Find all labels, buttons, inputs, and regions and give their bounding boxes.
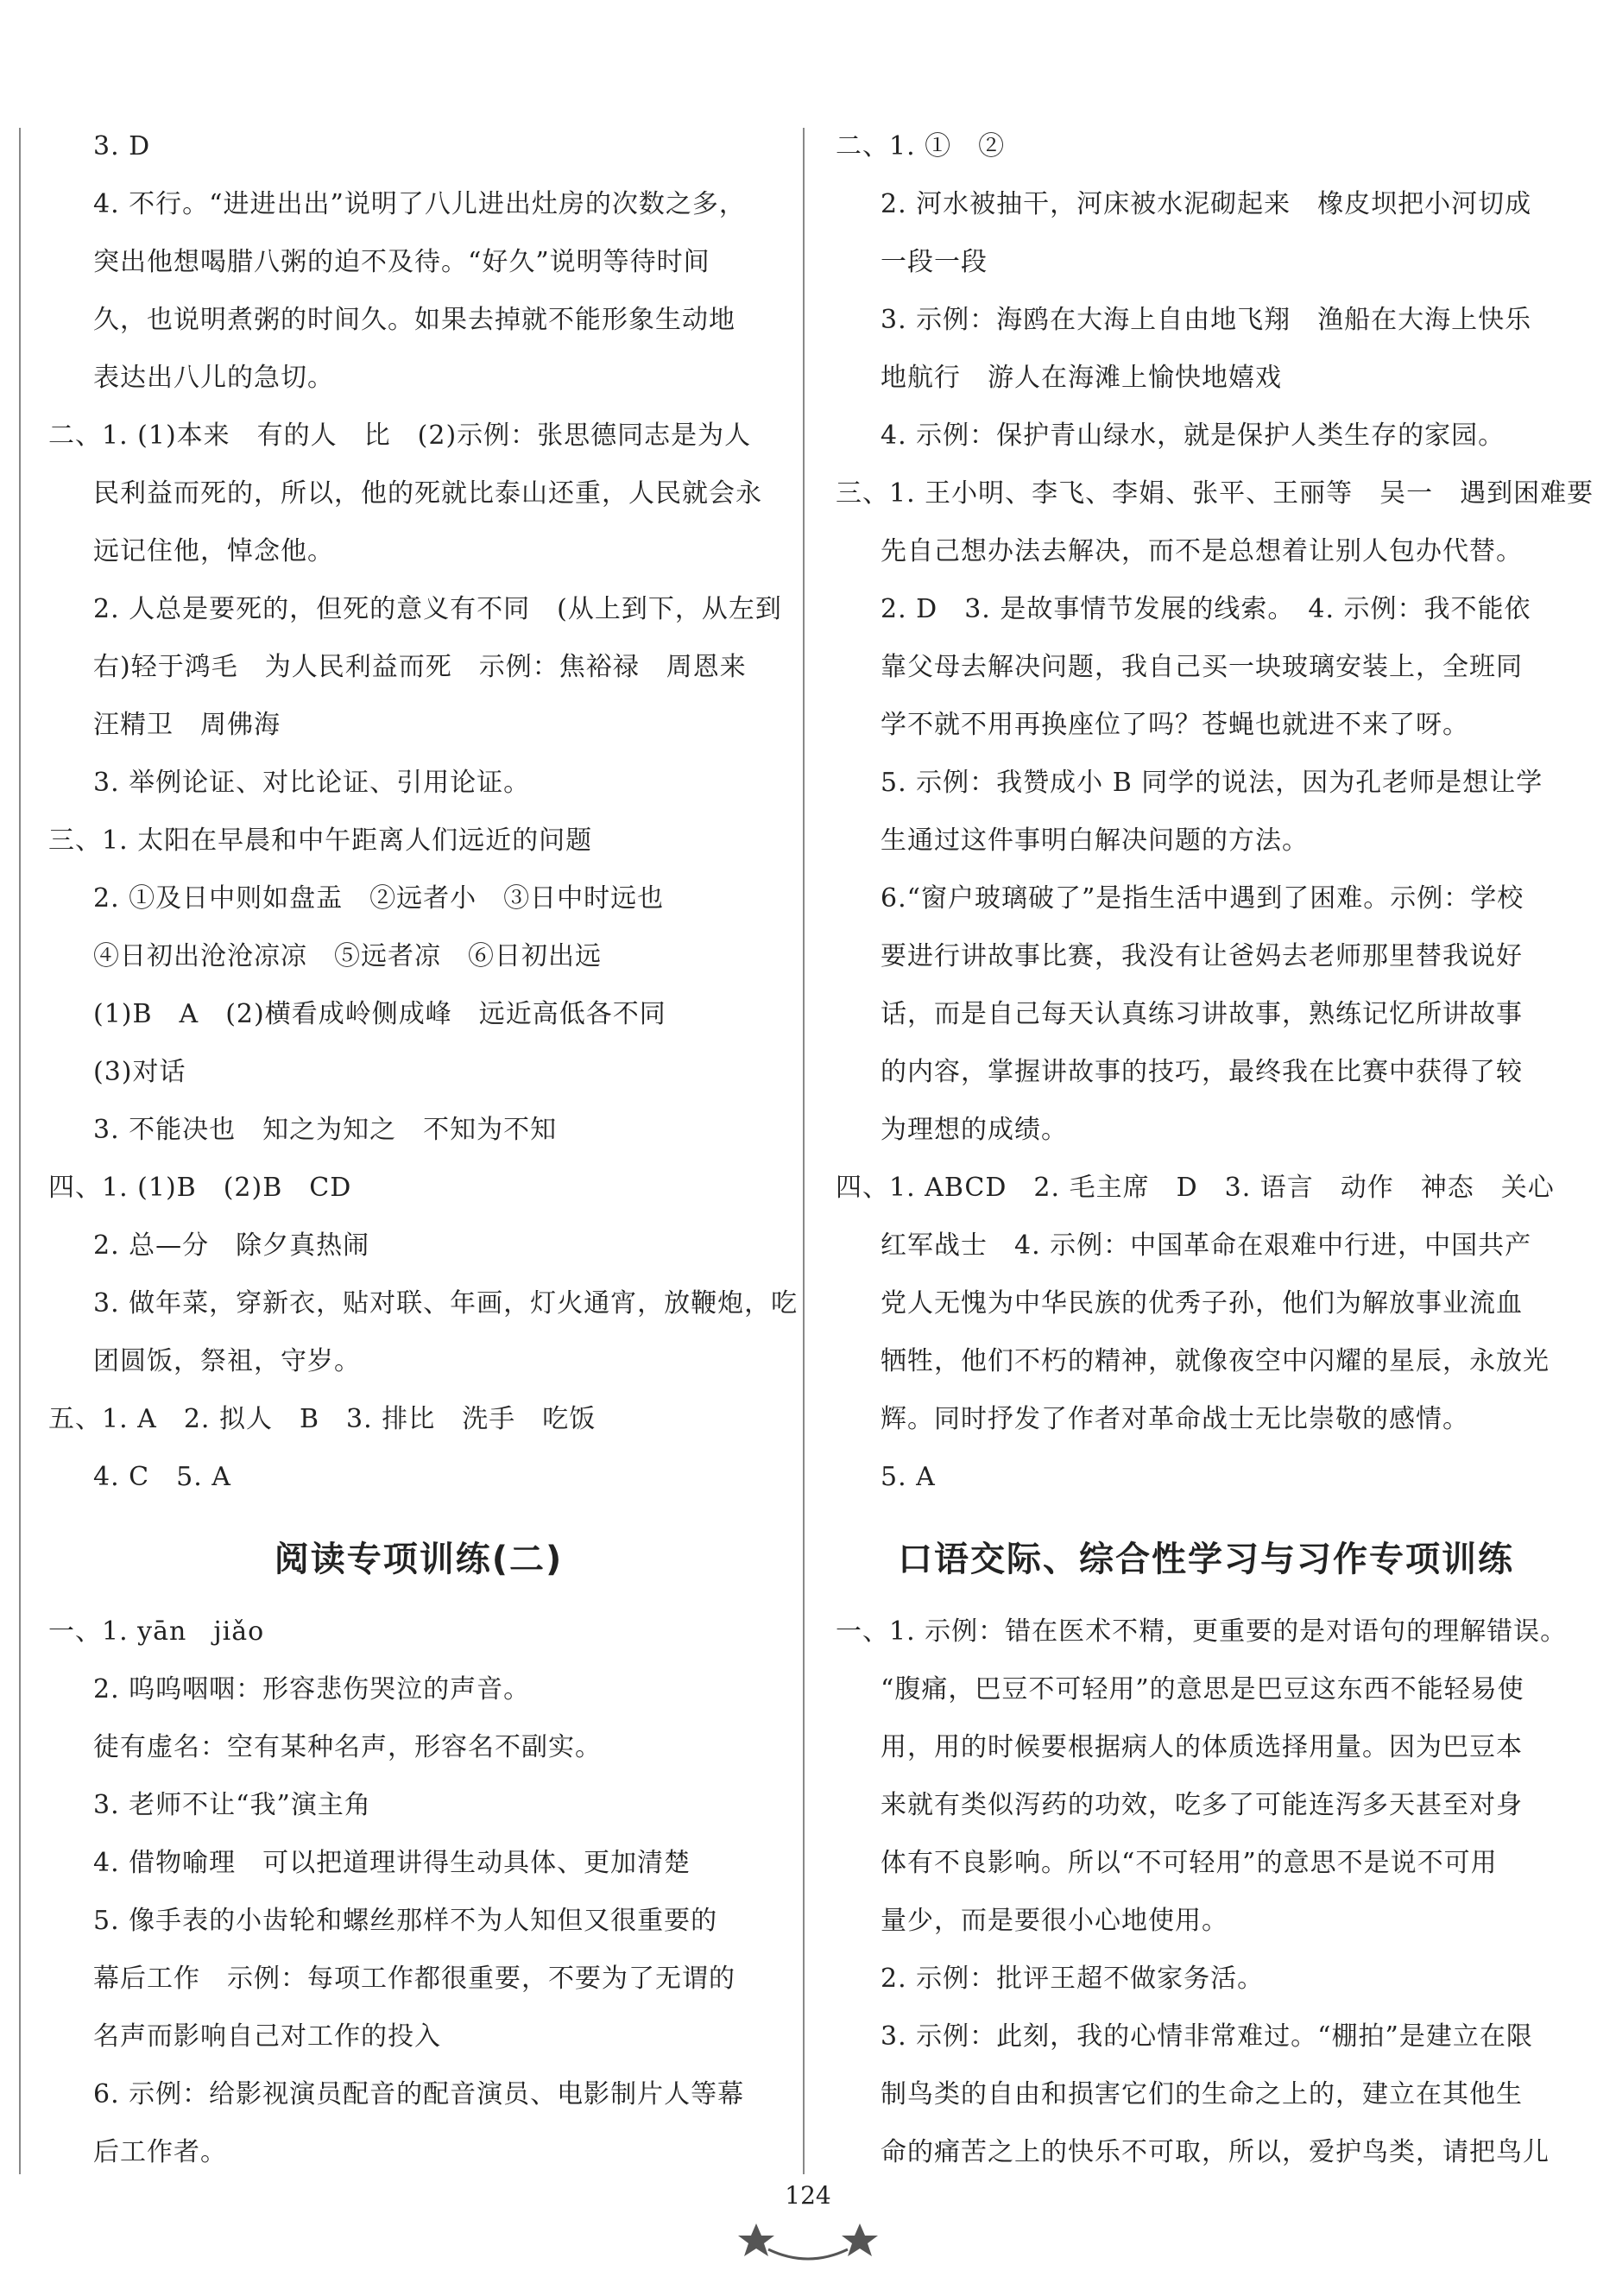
section-title-reading-2: 阅读专项训练(二) [274, 1540, 564, 1579]
footer-ornament [0, 2215, 1616, 2267]
answer-line: 四、1. ABCD 2. 毛主席 D 3. 语言 动作 神态 关心 [836, 1173, 1555, 1203]
answer-line: 名声而影响自己对工作的投入 [93, 2021, 441, 2052]
answer-line: 体有不良影响。所以“不可轻用”的意思不是说不可用 [881, 1848, 1498, 1878]
answer-line: 6. 示例：给影视演员配音的配音演员、电影制片人等幕 [93, 2079, 745, 2109]
answer-line: 3. 示例：海鸥在大海上自由地飞翔 渔船在大海上快乐 [881, 305, 1532, 335]
answer-line: 靠父母去解决问题，我自己买一块玻璃安装上，全班同 [881, 652, 1523, 682]
left-column [48, 117, 799, 2181]
answer-line: 3. 示例：此刻，我的心情非常难过。“棚拍”是建立在限 [881, 2021, 1533, 2052]
left-answers-part2 [48, 1603, 789, 2181]
answer-line: 要进行讲故事比赛，我没有让爸妈去老师那里替我说好 [881, 941, 1523, 971]
answer-line: 一、1. yān jiǎo [48, 1616, 265, 1647]
answer-line: (1)B A (2)横看成岭侧成峰 远近高低各不同 [93, 999, 666, 1029]
section-title-speaking-writing: 口语交际、综合性学习与习作专项训练 [898, 1540, 1514, 1579]
answer-line: 3. 不能决也 知之为知之 不知为不知 [93, 1115, 558, 1145]
answer-line: 地航行 游人在海滩上愉快地嬉戏 [881, 363, 1282, 393]
answer-line: 2. D 3. 是故事情节发展的线索。 4. 示例：我不能依 [881, 594, 1531, 624]
right-column [836, 117, 1594, 2181]
answer-line: 二、1. ① ② [836, 131, 1006, 161]
answer-line: 红军战士 4. 示例：中国革命在艰难中行进，中国共产 [881, 1230, 1532, 1261]
answer-line: 生通过这件事明白解决问题的方法。 [881, 825, 1309, 856]
answer-line: 来就有类似泻药的功效，吃多了可能连泻多天甚至对身 [881, 1790, 1523, 1820]
answer-line: 表达出八儿的急切。 [93, 363, 334, 393]
answer-line: “腹痛，巴豆不可轻用”的意思是巴豆这东西不能轻易使 [881, 1674, 1524, 1705]
answer-line: 5. 示例：我赞成小 B 同学的说法，因为孔老师是想让学 [881, 768, 1543, 798]
right-answers-part2 [836, 1603, 1576, 2181]
left-answers-part1 [48, 117, 799, 1506]
answer-line: 量少，而是要很小心地使用。 [881, 1906, 1228, 1936]
answer-line: 党人无愧为中华民族的优秀子孙，他们为解放事业流血 [881, 1288, 1523, 1319]
answer-line: 幕后工作 示例：每项工作都很重要，不要为了无谓的 [93, 1964, 735, 1994]
answer-line: 一、1. 示例：错在医术不精，更重要的是对语句的理解错误。 [836, 1616, 1568, 1647]
answer-line: 民利益而死的，所以，他的死就比泰山还重，人民就会永 [93, 478, 762, 509]
answer-line: 后工作者。 [93, 2137, 227, 2167]
answer-line: 3. 老师不让“我”演主角 [93, 1790, 371, 1820]
answer-line: 一段一段 [881, 247, 988, 277]
answer-line: 4. 示例：保护青山绿水，就是保护人类生存的家园。 [881, 421, 1506, 451]
answer-line: 3. 做年菜，穿新衣，贴对联、年画，灯火通宵，放鞭炮，吃 [93, 1288, 799, 1319]
answer-line: 2. ①及日中则如盘盂 ②远者小 ③日中时远也 [93, 883, 665, 914]
answer-line: 先自己想办法去解决，而不是总想着让别人包办代替。 [881, 536, 1523, 566]
answer-line: 4. C 5. A [93, 1462, 231, 1492]
answer-line: 3. 举例论证、对比论证、引用论证。 [93, 768, 531, 798]
answer-line: 突出他想喝腊八粥的迫不及待。“好久”说明等待时间 [93, 247, 710, 277]
answer-line: 2. 河水被抽干，河床被水泥砌起来 橡皮坝把小河切成 [881, 189, 1532, 219]
answer-line: 5. A [881, 1462, 936, 1492]
answer-line: 话，而是自己每天认真练习讲故事，熟练记忆所讲故事 [881, 999, 1523, 1029]
two-stars-swoosh-icon [730, 2215, 886, 2263]
answer-line: 二、1. (1)本来 有的人 比 (2)示例：张思德同志是为人 [48, 421, 752, 451]
answer-line: 2. 总—分 除夕真热闹 [93, 1230, 370, 1261]
answer-line: 5. 像手表的小齿轮和螺丝那样不为人知但又很重要的 [93, 1906, 718, 1936]
answer-line: 五、1. A 2. 拟人 B 3. 排比 洗手 吃饭 [48, 1404, 597, 1434]
answer-line: 三、1. 太阳在早晨和中午距离人们远近的问题 [48, 825, 593, 856]
right-answers-part1 [836, 117, 1594, 1506]
answer-line: 牺牲，他们不朽的精神，就像夜空中闪耀的星辰，永放光 [881, 1346, 1550, 1376]
answer-line: 4. 借物喻理 可以把道理讲得生动具体、更加清楚 [93, 1848, 691, 1878]
page-number: 124 [785, 2181, 831, 2210]
answer-line: 为理想的成绩。 [881, 1115, 1068, 1145]
answer-line: 2. 呜呜咽咽：形容悲伤哭泣的声音。 [93, 1674, 531, 1705]
answer-line: 远记住他，悼念他。 [93, 536, 334, 566]
page-footer [0, 2180, 1616, 2267]
answer-line: 3. D [93, 131, 151, 161]
answer-line: 久，也说明煮粥的时间久。如果去掉就不能形象生动地 [93, 305, 735, 335]
answer-line: 6.“窗户玻璃破了”是指生活中遇到了困难。示例：学校 [881, 883, 1524, 914]
answer-line: 右)轻于鸿毛 为人民利益而死 示例：焦裕禄 周恩来 [93, 652, 747, 682]
answer-line: 学不就不用再换座位了吗？苍蝇也就进不来了呀。 [881, 710, 1469, 740]
answer-line: ④日初出沧沧凉凉 ⑤远者凉 ⑥日初出远 [93, 941, 602, 971]
answer-line: 徒有虚名：空有某种名声，形容名不副实。 [93, 1732, 602, 1762]
answer-line: 四、1. (1)B (2)B CD [48, 1173, 352, 1203]
answer-line: 制鸟类的自由和损害它们的生命之上的，建立在其他生 [881, 2079, 1523, 2109]
answer-line: 2. 示例：批评王超不做家务活。 [881, 1964, 1265, 1994]
answer-line: 的内容，掌握讲故事的技巧，最终我在比赛中获得了较 [881, 1057, 1523, 1087]
answer-line: 用，用的时候要根据病人的体质选择用量。因为巴豆本 [881, 1732, 1523, 1762]
left-margin-rule [19, 128, 21, 2174]
answer-line: 汪精卫 周佛海 [93, 710, 281, 740]
answer-line: 命的痛苦之上的快乐不可取，所以，爱护鸟类，请把鸟儿 [881, 2137, 1550, 2167]
answer-line: 辉。同时抒发了作者对革命战士无比崇敬的感情。 [881, 1404, 1469, 1434]
answer-line: 团圆饭，祭祖，守岁。 [93, 1346, 361, 1376]
answer-line: 4. 不行。“进进出出”说明了八儿进出灶房的次数之多， [93, 189, 746, 219]
answer-line: 2. 人总是要死的，但死的意义有不同 (从上到下，从左到 [93, 594, 782, 624]
answer-line: 三、1. 王小明、李飞、李娟、张平、王丽等 吴一 遇到困难要 [836, 478, 1594, 509]
answer-line: (3)对话 [93, 1057, 186, 1087]
column-divider [803, 128, 805, 2174]
